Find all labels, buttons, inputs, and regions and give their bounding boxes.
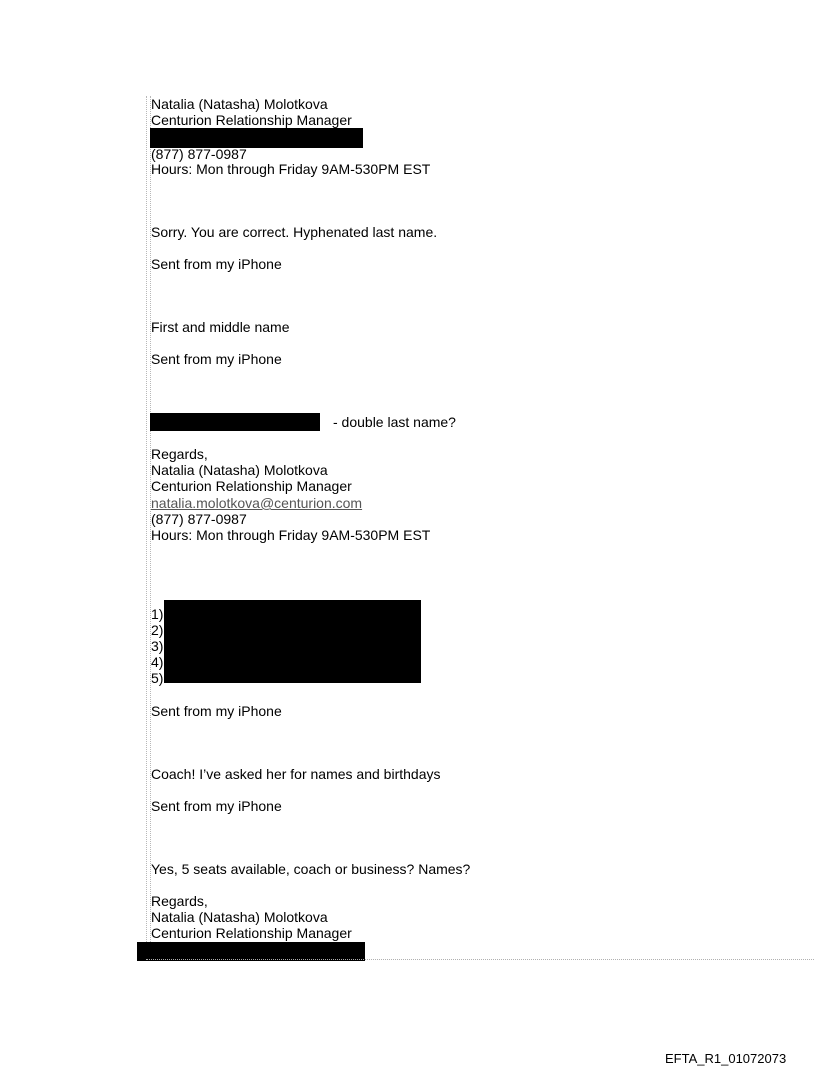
sig1-hours: Hours: Mon through Friday 9AM-530PM EST <box>151 161 431 177</box>
message-double-last-name: - double last name? <box>333 414 456 430</box>
sig3-regards: Regards, <box>151 893 208 909</box>
sig1-phone: (877) 877-0987 <box>151 146 247 162</box>
sig2-hours: Hours: Mon through Friday 9AM-530PM EST <box>151 527 431 543</box>
message-hyphenated: Sorry. You are correct. Hyphenated last name. <box>151 224 438 240</box>
list-number: 3) <box>151 638 164 654</box>
sent-from-iphone-2: Sent from my iPhone <box>151 351 282 367</box>
sig1-name: Natalia (Natasha) Molotkova <box>151 96 328 112</box>
message-seats-available: Yes, 5 seats available, coach or business? Names? <box>151 861 471 877</box>
sent-from-iphone-1: Sent from my iPhone <box>151 256 282 272</box>
sig2-regards: Regards, <box>151 446 208 462</box>
redaction-bar <box>150 128 363 148</box>
sig3-title: Centurion Relationship Manager <box>151 925 352 941</box>
sig2-email-link[interactable]: natalia.molotkova@centurion.com <box>151 495 363 511</box>
list-number: 4) <box>151 654 164 670</box>
page-divider <box>146 959 814 960</box>
sig1-title: Centurion Relationship Manager <box>151 112 352 128</box>
sig2-title: Centurion Relationship Manager <box>151 478 352 494</box>
sig3-name: Natalia (Natasha) Molotkova <box>151 909 328 925</box>
sent-from-iphone-3: Sent from my iPhone <box>151 703 282 719</box>
redaction-bar <box>150 413 320 431</box>
message-coach: Coach! I’ve asked her for names and birthdays <box>151 766 441 782</box>
redaction-bar <box>164 600 421 683</box>
sent-from-iphone-4: Sent from my iPhone <box>151 798 282 814</box>
list-number: 2) <box>151 622 164 638</box>
list-number: 5) <box>151 670 164 686</box>
document-id: EFTA_R1_01072073 <box>665 1051 787 1066</box>
sig2-name: Natalia (Natasha) Molotkova <box>151 462 328 478</box>
list-number: 1) <box>151 606 164 622</box>
message-first-middle: First and middle name <box>151 319 290 335</box>
sig2-phone: (877) 877-0987 <box>151 511 247 527</box>
